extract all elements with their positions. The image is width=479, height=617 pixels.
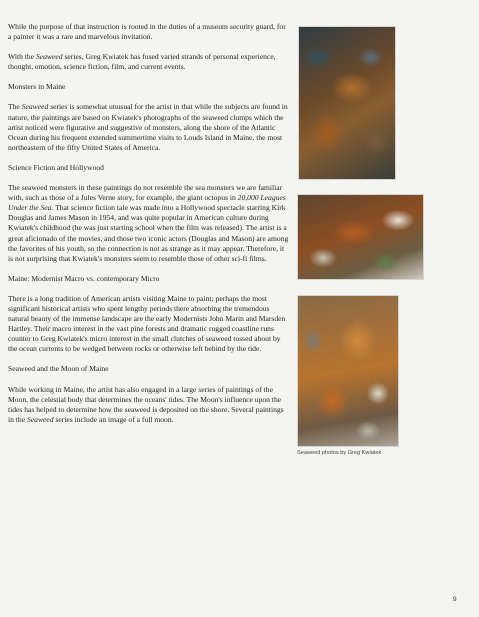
- photo-caption: Seaweed photos by Greg Kwiatek: [297, 450, 382, 456]
- paragraph-text: While working in Maine, the artist has also engaged in a large series of paintings of the Moon, the celestial body that determines the oceans' tides. The Moon's influence upon the tides has helped to determine how the seaweed is deposited on the shore. Several paintings in the: [8, 384, 284, 424]
- italic-title: Seaweed: [26, 414, 54, 424]
- paragraph-text: series, Greg Kwiatek has fused varied strands of personal experience, thought, emotion, science fiction, film, and current events.: [8, 52, 276, 72]
- seaweed-photo-1: [298, 26, 396, 180]
- paragraph-maine: [8, 294, 290, 355]
- paragraph-monsters: [8, 102, 290, 152]
- paragraph-seaweed-series: [8, 52, 290, 72]
- paragraph-intro: [8, 22, 290, 42]
- paragraph-text: There is a long tradition of American artists visiting Maine to paint; perhaps the most significant historical artists who spent lengthy periods there absorbing the tremendous natural beauty of the immense landscape are the early Modernists John Marin and Marsden Hartley. Their macro interest in the vast pine forests and dramatic rugged coastline runs counter to Greg Kwiatek's micro interest in the small clutches of seaweed tossed about by the ocean currents to be wedged between rocks or otherwise left behind by the tide.: [8, 293, 286, 354]
- paragraph-text: The seaweed monsters in these paintings do not resemble the sea monsters we are familiar with, such as those of a Jules Verne story, for example, the giant octopus in: [8, 183, 283, 203]
- seaweed-photo-3: [297, 295, 399, 447]
- paragraph-text: While the purpose of that instruction is rooted in the duties of a museum security guard, for a painter it was a rare and marvelous invitation.: [8, 22, 286, 42]
- paragraph-text: series is somewhat unusual for the artist in that while the subjects are found in nature, the paintings are based on Kwiatek's photographs of the seaweed clumps which the artist noticed were figurative and suggestive of monsters, along the shore of the Atlantic Ocean during his frequent extended summertime visits to Louds Island in Maine, the most northeastern of the fifty United States of America.: [8, 102, 288, 152]
- heading-science-fiction: Science Fiction and Hollywood: [8, 162, 104, 172]
- heading-maine-macro-micro: Maine: Modernist Macro vs. contemporary Micro: [8, 273, 160, 283]
- italic-title: 20,000 Leagues Under the Sea.: [8, 193, 286, 213]
- paragraph-moon: [8, 385, 290, 425]
- italic-title: Seaweed: [21, 102, 49, 112]
- paragraph-text: With the: [8, 52, 36, 62]
- seaweed-photo-2: [297, 194, 424, 280]
- paragraph-text: That science fiction tale was made into a Hollywood spectacle starring Kirk Douglas and James Mason in 1954, and was quite popular in American culture during Kwiatek's childhood (he was just starting school when the film was released). The artist is a great aficionado of the movies, and those two iconic actors (Douglas and Mason) are among the favorites of his youth, so the connection is not as strange as it may appear. Therefore, it is not surprising that Kwiatek's monsters seem to resemble those of other sci-fi films.: [8, 203, 289, 263]
- heading-monsters-in-maine: Monsters in Maine: [8, 82, 66, 92]
- heading-seaweed-moon: Seaweed and the Moon of Maine: [8, 364, 109, 374]
- text-column: [8, 22, 290, 435]
- italic-title: Seaweed: [35, 52, 63, 62]
- paragraph-text: The: [8, 102, 22, 112]
- page-number: 9: [453, 596, 457, 603]
- paragraph-science-fiction: [8, 183, 290, 264]
- paragraph-text: series include an image of a full moon.: [53, 414, 174, 424]
